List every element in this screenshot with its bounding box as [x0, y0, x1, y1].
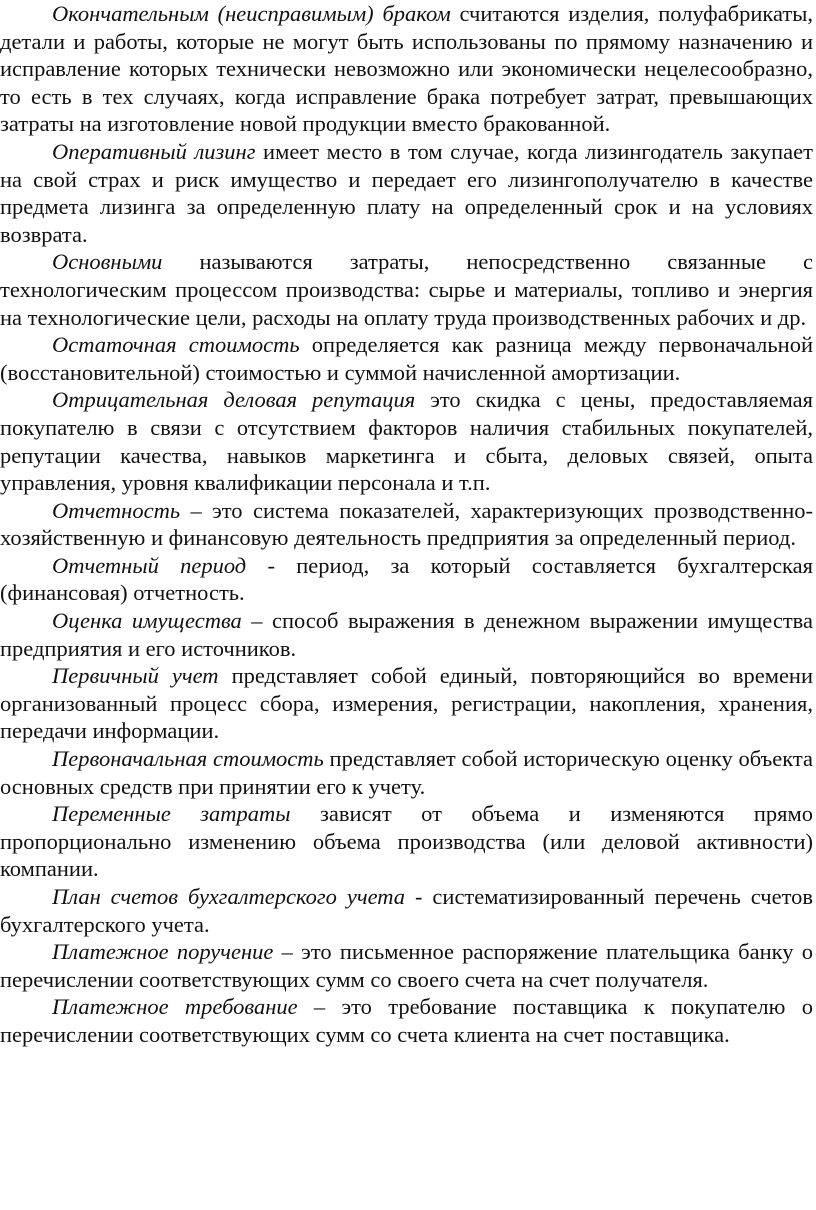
- glossary-definition: – способ выражения в денежном выражении имущества предприятия и его источников.: [0, 608, 813, 661]
- glossary-entry: [0, 138, 813, 248]
- glossary-term: Платежное требование: [52, 994, 298, 1020]
- glossary-term: Отрицательная деловая репутация: [52, 387, 416, 413]
- glossary-entry: [0, 331, 813, 386]
- glossary-entry: [0, 883, 813, 938]
- glossary-entry: [0, 248, 813, 331]
- glossary-entry: [0, 993, 813, 1048]
- glossary-entry: [0, 662, 813, 745]
- glossary-definition: представляет собой историческую оценку объекта основных средств при принятии его к учету.: [0, 746, 813, 799]
- glossary-term: Основными: [52, 249, 163, 275]
- glossary-definition: считаются изделия, полуфабрикаты, детали и работы, которые не могут быть использованы по прямому назначению и исправление которых технически невозможно или экономически нецелесообразно, то есть в тех случаях, когда исправление брака потребует затрат, превышающих затраты на изготовление новой продукции вместо бракованной.: [0, 1, 813, 137]
- glossary-entry: [0, 0, 813, 138]
- glossary-definition: представляет собой единый, повторяющийся во времени организованный процесс сбора, измерения, регистрации, накопления, хранения, передачи информации.: [0, 663, 814, 744]
- glossary-entry: [0, 386, 813, 496]
- glossary-definition: – это система показателей, характеризующих прозводственно-хозяйственную и финансовую деятельность предприятия за определенный период.: [0, 497, 813, 551]
- glossary-term: Окончательным (неисправимым) браком: [52, 1, 451, 26]
- glossary-definition: - систематизированный перечень счетов бухгалтерского учета.: [0, 884, 814, 937]
- glossary-entry: [0, 497, 813, 552]
- glossary-term: Платежное поручение: [52, 939, 274, 965]
- glossary-term: Остаточная стоимость: [52, 332, 300, 358]
- glossary-definition: - период, за который составляется бухгалтерская (финансовая) отчетность.: [0, 552, 813, 606]
- glossary-definition: это скидка с цены, предоставляемая покупателю в связи с отсутствием факторов наличия стабильных покупателей, репутации качества, навыков маркетинга и сбыта, деловых связей, опыта управления, уровня квалификации персонала и т.п.: [0, 387, 813, 496]
- glossary-definition: – это требование поставщика к покупателю о перечислении соответствующих сумм со счета клиента на счет поставщика.: [0, 994, 813, 1047]
- glossary-definition: называются затраты, непосредственно связанные с технологическим процессом производства: сырье и материалы, топливо и энергия на технологические цели, расходы на оплату труда производственных рабочих и др.: [0, 249, 813, 330]
- glossary-term: Отчетность: [52, 497, 181, 523]
- glossary-entry: [0, 745, 813, 800]
- glossary-term: Первичный учет: [52, 663, 219, 689]
- glossary-definition: – это письменное распоряжение плательщика банку о перечислении соответствующих сумм со своего счета на счет получателя.: [0, 939, 813, 992]
- glossary-definition: определяется как разница между первоначальной (восстановительной) стоимостью и суммой начисленной амортизации.: [0, 332, 813, 385]
- glossary-term: Оперативный лизинг: [52, 138, 256, 164]
- glossary-entry: [0, 552, 813, 607]
- glossary-entry: [0, 800, 813, 883]
- glossary-term: Оценка имущества: [52, 608, 242, 634]
- glossary-entry: [0, 607, 813, 662]
- glossary-entry: [0, 938, 813, 993]
- glossary-term: Переменные затраты: [52, 801, 291, 827]
- glossary-term: Первоначальная стоимость: [52, 746, 324, 772]
- glossary-definition: имеет место в том случае, когда лизингодатель закупает на свой страх и риск имущество и передает его лизингополучателю в качестве предмета лизинга за определенную плату на определенный срок и на условиях возврата.: [0, 138, 813, 247]
- glossary-term: План счетов бухгалтерского учета: [52, 884, 406, 909]
- glossary-definition: зависят от объема и изменяются прямо пропорционально изменению объема производства (или деловой активности) компании.: [0, 801, 813, 882]
- glossary-term: Отчетный период: [52, 552, 247, 578]
